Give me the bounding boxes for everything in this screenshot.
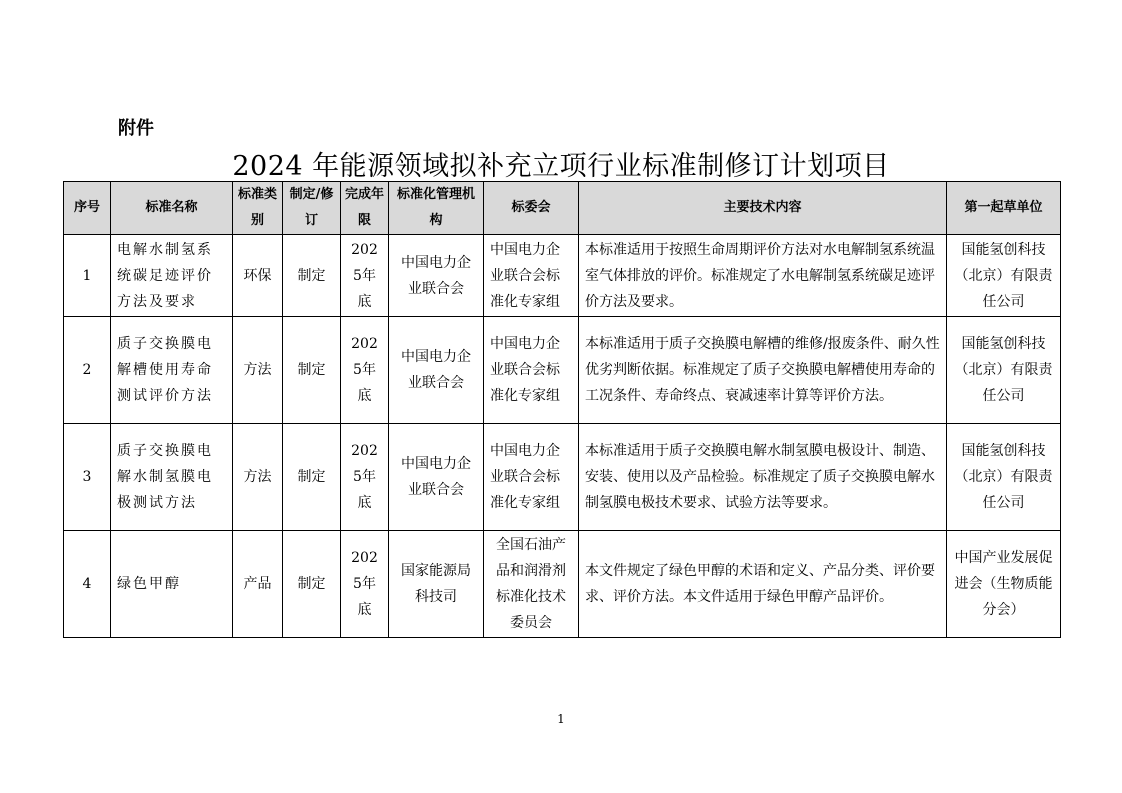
cell-drafter: 国能氢创科技（北京）有限责任公司 (947, 235, 1061, 317)
cell-deadline: 2025年底 (341, 317, 389, 424)
cell-drafter: 国能氢创科技（北京）有限责任公司 (947, 424, 1061, 531)
cell-type: 制定 (283, 317, 341, 424)
cell-org: 中国电力企业联合会 (389, 317, 484, 424)
cell-drafter: 国能氢创科技（北京）有限责任公司 (947, 317, 1061, 424)
cell-category: 产品 (233, 531, 283, 638)
cell-name: 电解水制氢系统碳足迹评价方法及要求 (111, 235, 233, 317)
cell-org: 国家能源局科技司 (389, 531, 484, 638)
cell-deadline: 2025年底 (341, 531, 389, 638)
cell-committee: 中国电力企业联合会标准化专家组 (484, 235, 579, 317)
table-row (64, 531, 1061, 638)
table-header-row (64, 182, 1061, 235)
cell-committee: 中国电力企业联合会标准化专家组 (484, 317, 579, 424)
cell-category: 方法 (233, 424, 283, 531)
header-content: 主要技术内容 (579, 182, 947, 235)
cell-committee: 中国电力企业联合会标准化专家组 (484, 424, 579, 531)
cell-name: 质子交换膜电解水制氢膜电极测试方法 (111, 424, 233, 531)
cell-org: 中国电力企业联合会 (389, 424, 484, 531)
cell-org: 中国电力企业联合会 (389, 235, 484, 317)
cell-deadline: 2025年底 (341, 235, 389, 317)
page-number: 1 (557, 712, 565, 726)
cell-category: 方法 (233, 317, 283, 424)
header-index: 序号 (64, 182, 111, 235)
cell-content: 本文件规定了绿色甲醇的术语和定义、产品分类、评价要求、评价方法。本文件适用于绿色甲醇产品评价。 (579, 531, 947, 638)
cell-name: 绿色甲醇 (111, 531, 233, 638)
table-row (64, 317, 1061, 424)
cell-category: 环保 (233, 235, 283, 317)
header-deadline: 完成年限 (341, 182, 389, 235)
header-committee: 标委会 (484, 182, 579, 235)
standards-plan-table (63, 181, 1061, 638)
cell-content: 本标准适用于质子交换膜电解槽的维修/报废条件、耐久性优劣判断依据。标准规定了质子交换膜电解槽使用寿命的工况条件、寿命终点、衰减速率计算等评价方法。 (579, 317, 947, 424)
attachment-label: 附件 (118, 118, 154, 139)
cell-committee: 全国石油产品和润滑剂标准化技术委员会 (484, 531, 579, 638)
table-row (64, 424, 1061, 531)
document-title: 2024 年能源领域拟补充立项行业标准制修订计划项目 (232, 151, 890, 182)
cell-type: 制定 (283, 235, 341, 317)
header-org: 标准化管理机构 (389, 182, 484, 235)
cell-type: 制定 (283, 424, 341, 531)
header-type: 制定/修订 (283, 182, 341, 235)
header-category: 标准类别 (233, 182, 283, 235)
cell-index: 2 (64, 317, 111, 424)
cell-name: 质子交换膜电解槽使用寿命测试评价方法 (111, 317, 233, 424)
table-row (64, 235, 1061, 317)
cell-content: 本标准适用于按照生命周期评价方法对水电解制氢系统温室气体排放的评价。标准规定了水电解制氢系统碳足迹评价方法及要求。 (579, 235, 947, 317)
cell-content: 本标准适用于质子交换膜电解水制氢膜电极设计、制造、安装、使用以及产品检验。标准规定了质子交换膜电解水制氢膜电极技术要求、试验方法等要求。 (579, 424, 947, 531)
cell-index: 3 (64, 424, 111, 531)
cell-type: 制定 (283, 531, 341, 638)
cell-index: 4 (64, 531, 111, 638)
cell-deadline: 2025年底 (341, 424, 389, 531)
header-drafter: 第一起草单位 (947, 182, 1061, 235)
cell-index: 1 (64, 235, 111, 317)
cell-drafter: 中国产业发展促进会（生物质能分会） (947, 531, 1061, 638)
header-name: 标准名称 (111, 182, 233, 235)
